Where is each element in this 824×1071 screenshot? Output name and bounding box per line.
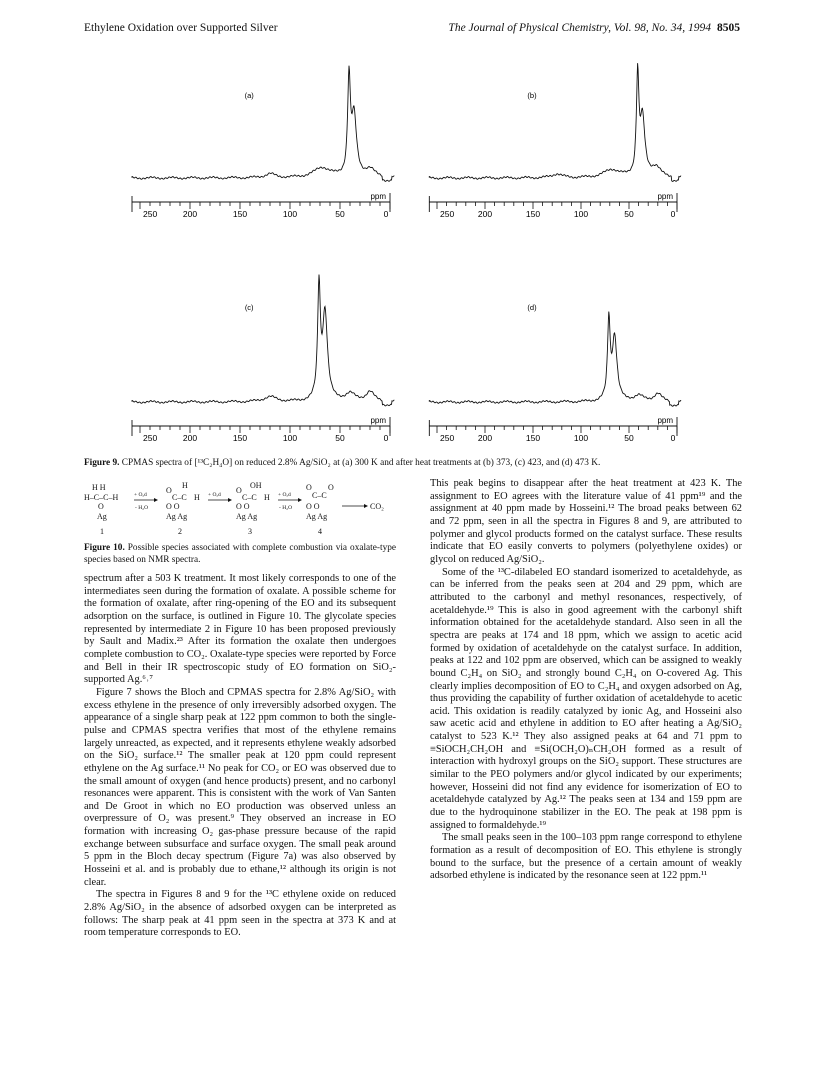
spectrum-panel-a [140, 58, 400, 223]
svg-text:OH: OH [250, 481, 262, 490]
arrow-3-bottom-reagent: - H₂O [279, 505, 293, 511]
running-title: Ethylene Oxidation over Supported Silver [84, 22, 278, 34]
axis-tick-label: 200 [182, 433, 198, 443]
axis-tick-label: 50 [624, 209, 634, 219]
spectrum-panel-b [437, 58, 687, 223]
axis-tick-label: 200 [182, 209, 198, 219]
axis-tick-label: 200 [477, 433, 493, 443]
axis-tick-label: 250 [143, 433, 158, 443]
svg-text:O O: O O [236, 502, 250, 511]
species-number-2: 2 [178, 527, 182, 536]
left-column [84, 573, 396, 940]
right-paragraph-2: Some of the ¹³C-dilabeled EO standard isomerized to acetaldehyde, as can be inferred from the peaks seen at 204 and 29 ppm, which are attributed to the carbonyl and methyl resonances, respectively, of acetaldehyde.¹⁹ This is also in good agreement with the carbonyl shift information obtained for the acetaldehyde standard. Also seen in all the spectra are peaks at 174 and 18 ppm, which we assign to acetic acid formed by oxidation of acetaldehyde on the catalyst surface. In addition, peaks at 122 and 102 ppm are observed, which can be assigned to weakly bound C₂H₄ on SiO₂ and strongly bound C₂H₄ on O-covered Ag. This clearly implies decomposition of EO to C₂H₄ and oxygen adsorbed on Ag, thus providing the capability of further oxidation of acetaldehyde to acetic acid. This oxidation is readily catalyzed by ionic Ag, and Hosseini also saw acetic acid and ethylene in addition to EO after heating a Ag/SiO₂ catalyst to 523 K.¹² They also assigned peaks at 64 and 71 ppm to ≡SiOCH₂CH₂OH and ≡Si(OCH₂O)ₙCH₂OH formed as a result of interaction with hydroxyl groups on the SiO₂ support. These structures are similar to the PEO polymers and/or glycol indicated by our experiments; however, Hosseini did not find any evidence for isomerization of EO to acetaldehyde catalyzed by Ag.¹² The peaks seen at 134 and 159 ppm are due to the hydroquinone stabilizer in the EO. The peak at 198 ppm is assigned to formaldehyde.¹⁹ [430, 566, 742, 831]
right-paragraph-3: The small peaks seen in the 100–103 ppm range correspond to ethylene formation as a result of decomposition of EO. This ethylene is strongly bound to the surface, but the presence of a certain amount of weakly adsorbed ethylene is indicated by the resonance seen at 122 ppm.¹¹ [430, 832, 742, 882]
arrow-2-top-reagent: + Oₐd [208, 492, 221, 498]
figure-9-caption-text: CPMAS spectra of [¹³C₂H₄O] on reduced 2.8% Ag/SiO₂ at (a) 300 K and after heat treatments at (b) 373, (c) 423, and (d) 473 K. [121, 458, 601, 468]
spectrum-trace [132, 275, 394, 406]
axis-tick-label: 150 [232, 433, 248, 443]
svg-text:C–C: C–C [242, 493, 257, 502]
axis-tick-label: 0 [670, 433, 676, 443]
axis-tick-label: 0 [670, 209, 676, 219]
axis-tick-label: 150 [525, 209, 541, 219]
axis-tick-label: 250 [440, 433, 455, 443]
svg-text:Ag Ag: Ag Ag [166, 512, 188, 521]
species-number-4: 4 [318, 527, 322, 536]
svg-text:Ag: Ag [97, 512, 107, 521]
svg-text:O O: O O [306, 502, 320, 511]
svg-text:O O: O O [166, 502, 180, 511]
svg-text:O: O [328, 483, 334, 492]
panel-label: (d) [527, 303, 537, 312]
axis-tick-label: 200 [477, 209, 493, 219]
spectrum-trace [429, 312, 681, 407]
svg-text:Ag Ag: Ag Ag [306, 512, 328, 521]
journal-citation [448, 22, 740, 34]
species-number-1: 1 [100, 527, 104, 536]
axis-tick-label: 0 [383, 433, 389, 443]
svg-text:O: O [166, 486, 172, 495]
axis-unit-label: ppm [657, 192, 673, 201]
axis-tick-label: 250 [440, 209, 455, 219]
axis-tick-label: 150 [525, 433, 541, 443]
right-paragraph-1: This peak begins to disappear after the heat treatment at 423 K. The assignment to EO agrees with the literature value of 41 ppm¹⁹ and the assignment at 40 ppm made by Hosseini.¹² The broad peaks between 62 and 72 ppm, seen in all the spectra in Figures 8 and 9, are attributed to polymer and glycol products formed on the catalyst surface. These results indicate that EO easily converts to polymers (polyethylene oxides) or glycol on reduced Ag/SiO₂. [430, 478, 742, 565]
svg-text:O: O [98, 502, 104, 511]
spectrum-trace [132, 66, 394, 182]
species-1-atoms: H H [92, 483, 106, 492]
axis-tick-label: 100 [282, 209, 298, 219]
svg-text:O: O [236, 486, 242, 495]
axis-unit-label: ppm [657, 416, 673, 425]
running-header [84, 22, 740, 38]
species-1-chain: H–C–C–H [84, 493, 119, 502]
svg-text:H: H [194, 493, 200, 502]
left-paragraph-3: The spectra in Figures 8 and 9 for the ¹³C ethylene oxide on reduced 2.8% Ag/SiO₂ in the absence of adsorbed oxygen can be interpreted as follows: The sharp peak at 41 ppm seen in the spectra at 373 K and at room temperature corresponds to EO. [84, 889, 396, 939]
axis-tick-label: 50 [335, 209, 345, 219]
spectrum-panel-c [140, 270, 400, 450]
svg-text:C–C: C–C [312, 491, 327, 500]
axis-tick-label: 100 [573, 433, 589, 443]
panel-label: (b) [527, 91, 537, 100]
spectrum-trace [429, 63, 681, 181]
axis-tick-label: 0 [383, 209, 389, 219]
species-number-3: 3 [248, 527, 252, 536]
figure-10-scheme [84, 480, 396, 540]
journal-name: The Journal of Physical Chemistry, Vol. 98, No. 34, 1994 [448, 22, 711, 34]
axis-unit-label: ppm [370, 416, 386, 425]
axis-tick-label: 100 [282, 433, 298, 443]
arrow-1-bottom-reagent: - H₂O [135, 505, 149, 511]
arrow-3-top-reagent: + Oₐd [278, 492, 291, 498]
svg-text:C–C: C–C [172, 493, 187, 502]
axis-tick-label: 250 [143, 209, 158, 219]
svg-text:H: H [264, 493, 270, 502]
left-paragraph-2: Figure 7 shows the Bloch and CPMAS spectra for 2.8% Ag/SiO₂ with excess ethylene in the presence of only irreversibly adsorbed oxygen. The appearance of a single sharp peak at 122 ppm common to both the single-pulse and CPMAS spectra verifies that most of the ethylene remains largely unreacted, as expected, and it represents ethylene weakly adsorbed on the SiO₂ surface.¹² The smaller peak at 120 ppm could represent ethylene on the Ag surface.¹¹ No peak for CO₂ or EO was observed due to the small amount of oxygen (and hence products) present, and no carbonyl resonances were apparent. This is consistent with the work of Van Santen and De Groot in which no EO production was observed unless an overpressure of O₂ was present.⁹ They observed an increase in EO formation with increasing O₂ gas-phase pressure because of the rapid exchange between subsurface and surface oxygen. The small peak around 5 ppm in the Bloch decay spectrum (Figure 7a) was also observed by Hosseini et al. and is probably due to ethane,¹² although its origin is not clear. [84, 686, 396, 888]
left-paragraph-1: spectrum after a 503 K treatment. It most likely corresponds to one of the intermediates seen during the formation of oxalate. A possible scheme for the formation of oxalate, after ring-opening of the EO and its subsequent adsorption on the surface, is outlined in Figure 10. The glycolate species represented by intermediate 2 in Figure 10 has been proposed previously by Sault and Madix.²³ After its formation the oxalate then undergoes complete combustion to CO₂. Oxalate-type species were reported by Force and Bell in their IR spectroscopic study of EO formation on SiO₂-supported Ag.⁶˒⁷ [84, 573, 396, 686]
page-number: 8505 [717, 22, 740, 34]
panel-label: (a) [244, 91, 254, 100]
axis-tick-label: 100 [573, 209, 589, 219]
axis-unit-label: ppm [370, 192, 386, 201]
svg-text:Ag Ag: Ag Ag [236, 512, 258, 521]
svg-text:O: O [306, 483, 312, 492]
svg-text:H: H [182, 481, 188, 490]
figure-10-label: Figure 10. [84, 543, 125, 553]
figure-10-caption-text: Possible species associated with complete combustion via oxalate-type species based on NMR spectra. [84, 543, 396, 565]
axis-tick-label: 150 [232, 209, 248, 219]
figure-9-caption [84, 457, 764, 469]
axis-tick-label: 50 [624, 433, 634, 443]
spectrum-panel-d [437, 270, 687, 450]
axis-tick-label: 50 [335, 433, 345, 443]
figure-9-label: Figure 9. [84, 458, 120, 468]
arrow-1-top-reagent: + Oₐd [134, 492, 147, 498]
figure-10-caption [84, 542, 396, 566]
panel-label: (c) [244, 303, 254, 312]
right-column [430, 478, 742, 883]
product-co2: CO₂ [370, 502, 384, 511]
